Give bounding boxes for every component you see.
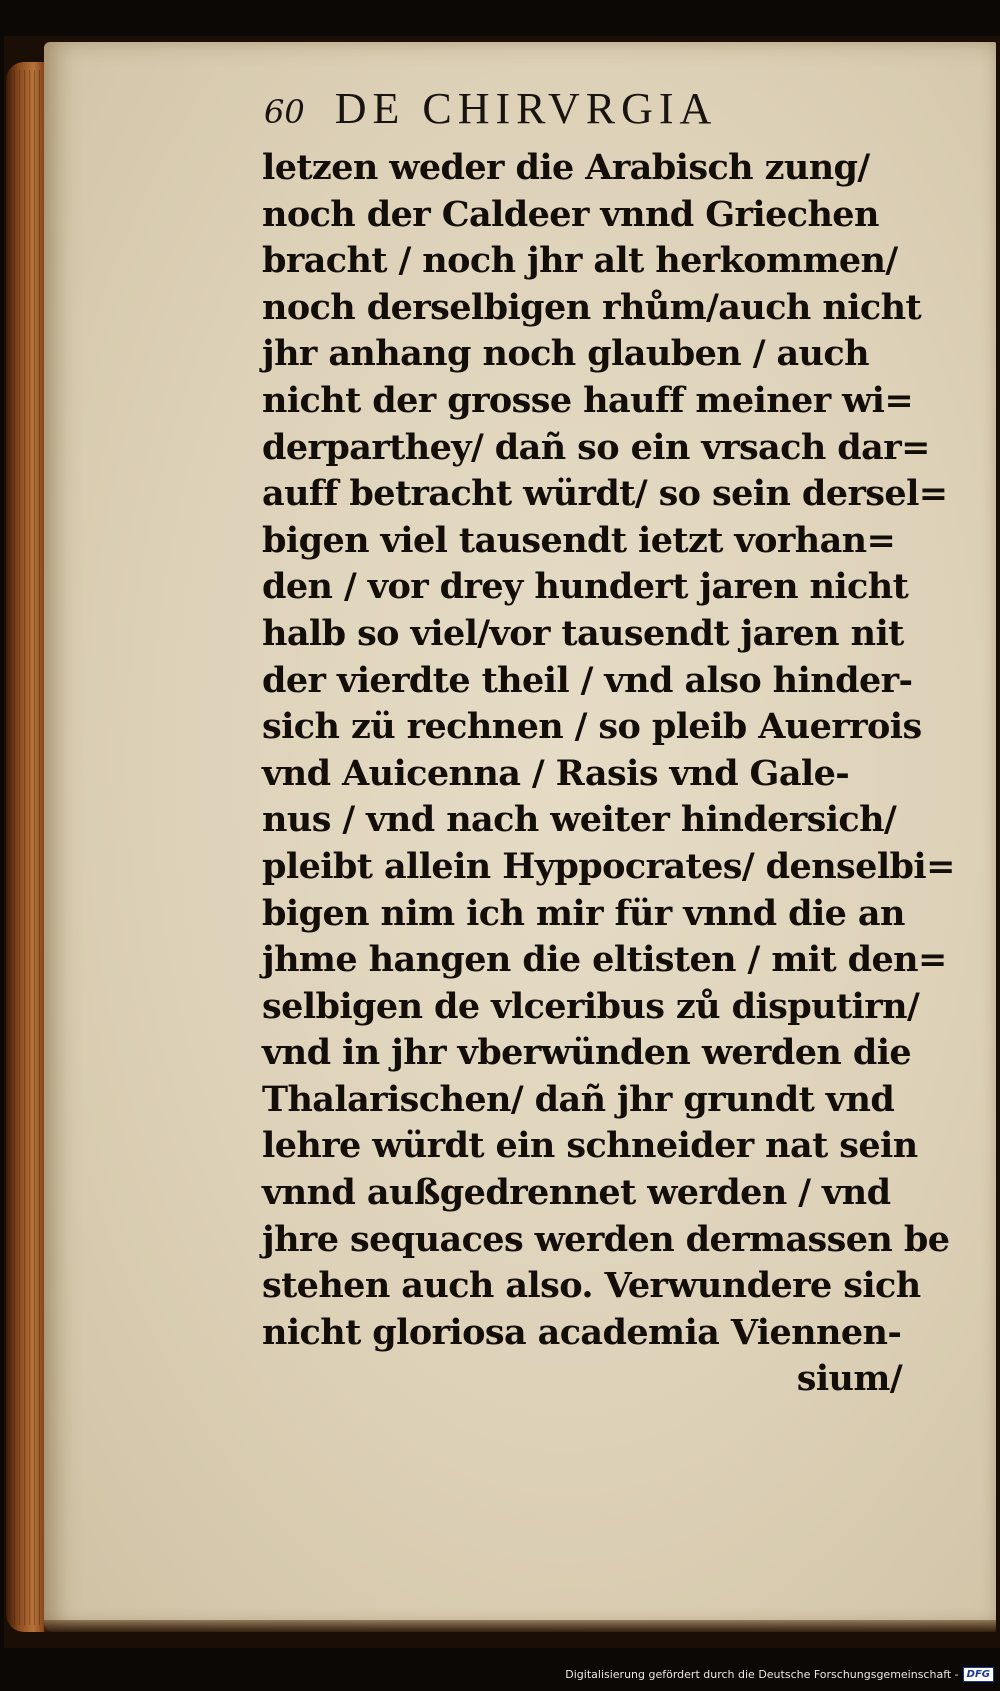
text-line: vnnd außgedrennet werden / vnd (262, 1172, 891, 1214)
text-line: den / vor drey hundert jaren nicht (262, 566, 909, 608)
text-line: halb so viel/vor tausendt jaren nit (262, 612, 904, 654)
dfg-logo: DFG (963, 1667, 994, 1682)
text-line: derparthey/ dañ so ein vrsach dar= (262, 426, 930, 468)
body-text (262, 145, 962, 1403)
text-line: jhr anhang noch glauben / auch (262, 333, 869, 375)
text-line: nus / vnd nach weiter hindersich/ (262, 799, 897, 841)
text-line: der vierdte theil / vnd also hinder- (262, 659, 913, 701)
text-line: bigen nim ich mir für vnnd die an (262, 892, 905, 934)
text-line: auff betracht würdt/ so sein dersel= (262, 473, 948, 515)
text-line: jhre sequaces werden dermassen be (262, 1218, 950, 1260)
page-number: 60 (264, 93, 305, 131)
text-line: bracht / noch jhr alt herkommen/ (262, 240, 898, 282)
text-line: vnd in jhr vberwünden werden die (262, 1032, 912, 1074)
text-line: noch der Caldeer vnnd Griechen (262, 193, 879, 235)
running-head: DE CHIRVRGIA (334, 84, 718, 133)
page-header (264, 83, 717, 135)
footer-credit: Digitalisierung gefördert durch die Deutsche Forschungsgemeinschaft - (565, 1667, 959, 1681)
text-line: noch derselbigen rhům/auch nicht (262, 286, 922, 328)
digitization-footer (565, 1663, 994, 1685)
text-line: sich zü rechnen / so pleib Auerrois (262, 706, 922, 748)
catchword: sium/ (796, 1358, 902, 1400)
page-bottom-shadow (44, 1620, 996, 1632)
text-line: nicht der grosse hauff meiner wi= (262, 379, 914, 421)
text-line: letzen weder die Arabisch zung/ (262, 147, 870, 188)
text-line: lehre würdt ein schneider nat sein (262, 1125, 918, 1167)
text-line: bigen viel tausendt ietzt vorhan= (262, 519, 896, 561)
text-line: vnd Auicenna / Rasis vnd Gale- (262, 752, 850, 794)
text-line: pleibt allein Hyppocrates/ denselbi= (262, 845, 955, 887)
page-edge-texture (14, 70, 48, 1625)
text-line: nicht gloriosa academia Viennen- (262, 1311, 902, 1353)
text-line: stehen auch also. Verwundere sich (262, 1265, 921, 1307)
text-line: selbigen de vlceribus zů disputirn/ (262, 985, 920, 1027)
text-line: Thalarischen/ dañ jhr grundt vnd (262, 1078, 895, 1120)
text-line: jhme hangen die eltisten / mit den= (262, 939, 947, 981)
